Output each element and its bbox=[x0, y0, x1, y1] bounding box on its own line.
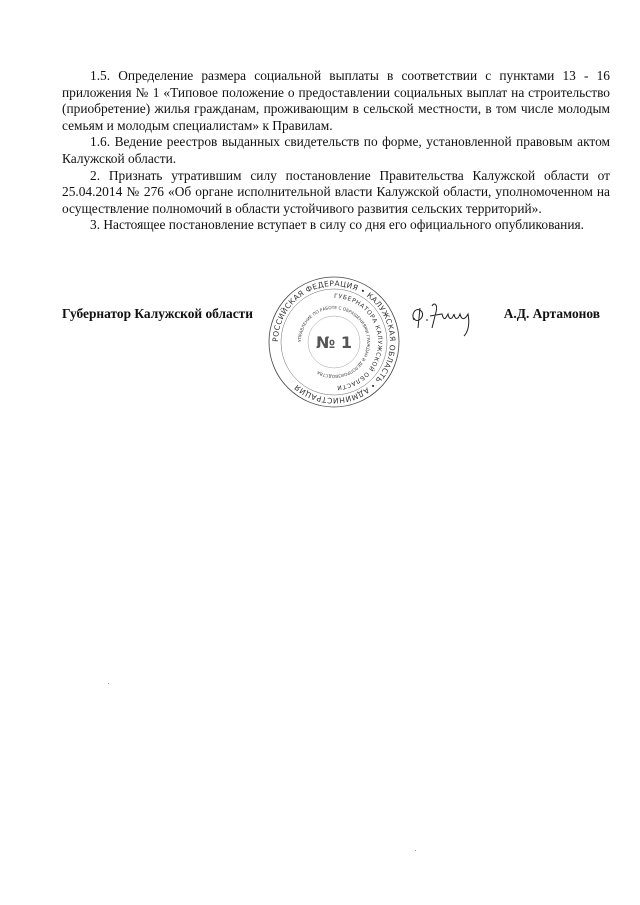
signatory-role: Губернатор Калужской области bbox=[62, 306, 253, 321]
paragraph-1-6: 1.6. Ведение реестров выданных свидетельств по форме, установленной правовым актом Калужской области. bbox=[62, 134, 610, 166]
paragraph-2: 2. Признать утратившим силу постановление Правительства Калужской области от 25.04.2014 № 276 «Об органе исполнительной власти Калужской области, уполномоченном на осуществление полномочий в области устойчивого развития сельских территорий». bbox=[62, 167, 610, 216]
paragraph-1-5: 1.5. Определение размера социальной выплаты в соответствии с пунктами 13 - 16 приложения № 1 «Типовое положение о предоставлении социальных выплат на строительство (приобретение) жилья гражданам, проживающим в сельской местности, в том числе молодым семьям и молодым специалистам» к Правилам. bbox=[62, 68, 610, 133]
document-body bbox=[62, 68, 610, 234]
stamp-inner-text: УПРАВЛЕНИЕ ПО РАБОТЕ С ОБРАЩЕНИЯМИ ГРАЖДАН И ДЕЛОПРОИЗВОДСТВА bbox=[296, 304, 372, 380]
stamp-middle-text: ГУБЕРНАТОРА КАЛУЖСКОЙ ОБЛАСТИ bbox=[333, 292, 384, 391]
paragraph-3: 3. Настоящее постановление вступает в силу со дня его официального опубликования. bbox=[90, 217, 584, 233]
official-stamp bbox=[268, 276, 400, 408]
scan-speck bbox=[108, 683, 109, 684]
scan-speck bbox=[415, 850, 416, 851]
stamp-outer-text: РОССИЙСКАЯ ФЕДЕРАЦИЯ • КАЛУЖСКАЯ ОБЛАСТЬ • АДМИНИСТРАЦИЯ bbox=[270, 278, 398, 406]
handwritten-signature bbox=[408, 298, 483, 338]
signatory-name: А.Д. Артамонов bbox=[503, 306, 600, 321]
stamp-number: № 1 bbox=[316, 333, 352, 352]
